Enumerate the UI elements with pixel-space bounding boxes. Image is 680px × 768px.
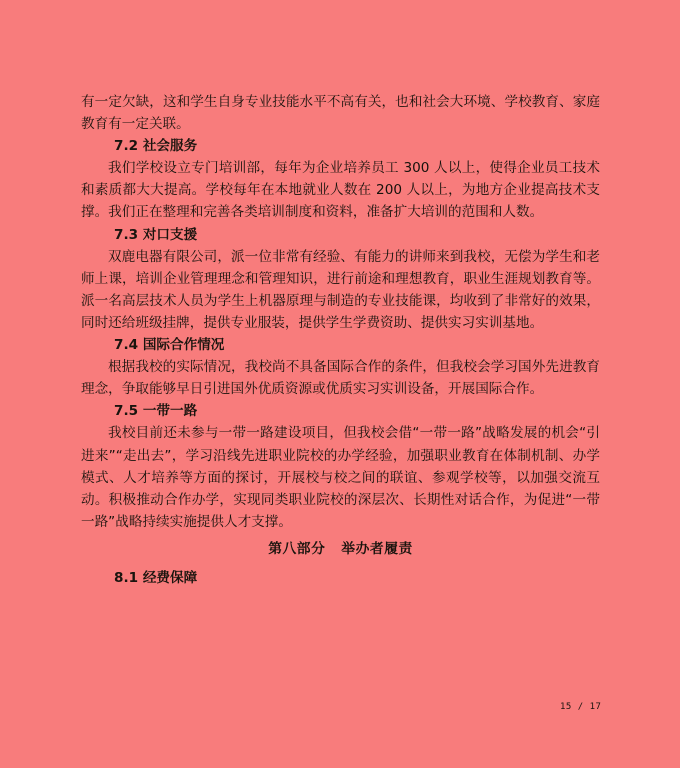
section-heading-7-3: 7.3 对口支援 (114, 226, 198, 243)
paragraph-7-5: 我校目前还未参与一带一路建设项目，但我校会借“一带一路”战略发展的机会“引进来”“走出去”，学习沿线先进职业院校的办学经验，加强职业教育在体制机制、办学模式、人才培养等方面的探讨，开展校与校之间的联谊、参观学校等，以加强交流互动。积极推动合作办学，实现同类职业院校的深层次、长期性对话合作，为促进“一带一路”战略持续实施提供人才支撑。 (81, 425, 600, 530)
paragraph-7-2: 我们学校设立专门培训部，每年为企业培养员工 300 人以上，使得企业员工技术和素质都大大提高。学校每年在本地就业人数在 200 人以上，为地方企业提高技术支撑。我们正在整理和完善各类培训制度和资料，准备扩大培训的范围和人数。 (81, 160, 600, 221)
page-number: 15 / 17 (560, 702, 602, 712)
section-heading-7-2: 7.2 社会服务 (114, 138, 198, 155)
section-heading-7-4: 7.4 国际合作情况 (114, 337, 225, 354)
document-body (81, 91, 600, 589)
paragraph-7-4: 根据我校的实际情况，我校尚不具备国际合作的条件，但我校会学习国外先进教育理念，争取能够早日引进国外优质资源或优质实习实训设备，开展国际合作。 (81, 359, 600, 398)
section-heading-8-1: 8.1 经费保障 (114, 569, 198, 586)
paragraph-7-3: 双鹿电器有限公司，派一位非常有经验、有能力的讲师来到我校，无偿为学生和老师上课，培训企业管理理念和管理知识，进行前途和理想教育，职业生涯规划教育等。派一名高层技术人员为学生上机器原理与制造的专业技能课，均收到了非常好的效果，同时还给班级挂牌，提供专业服装，提供学生学费资助、提供实习实训基地。 (81, 248, 600, 331)
section-heading-7-5: 7.5 一带一路 (114, 403, 198, 420)
paragraph-7-1-end: 有一定欠缺，这和学生自身专业技能水平不高有关，也和社会大环境、学校教育、家庭教育有一定关联。 (81, 94, 600, 133)
part-title: 第八部分 举办者履责 (268, 540, 413, 557)
